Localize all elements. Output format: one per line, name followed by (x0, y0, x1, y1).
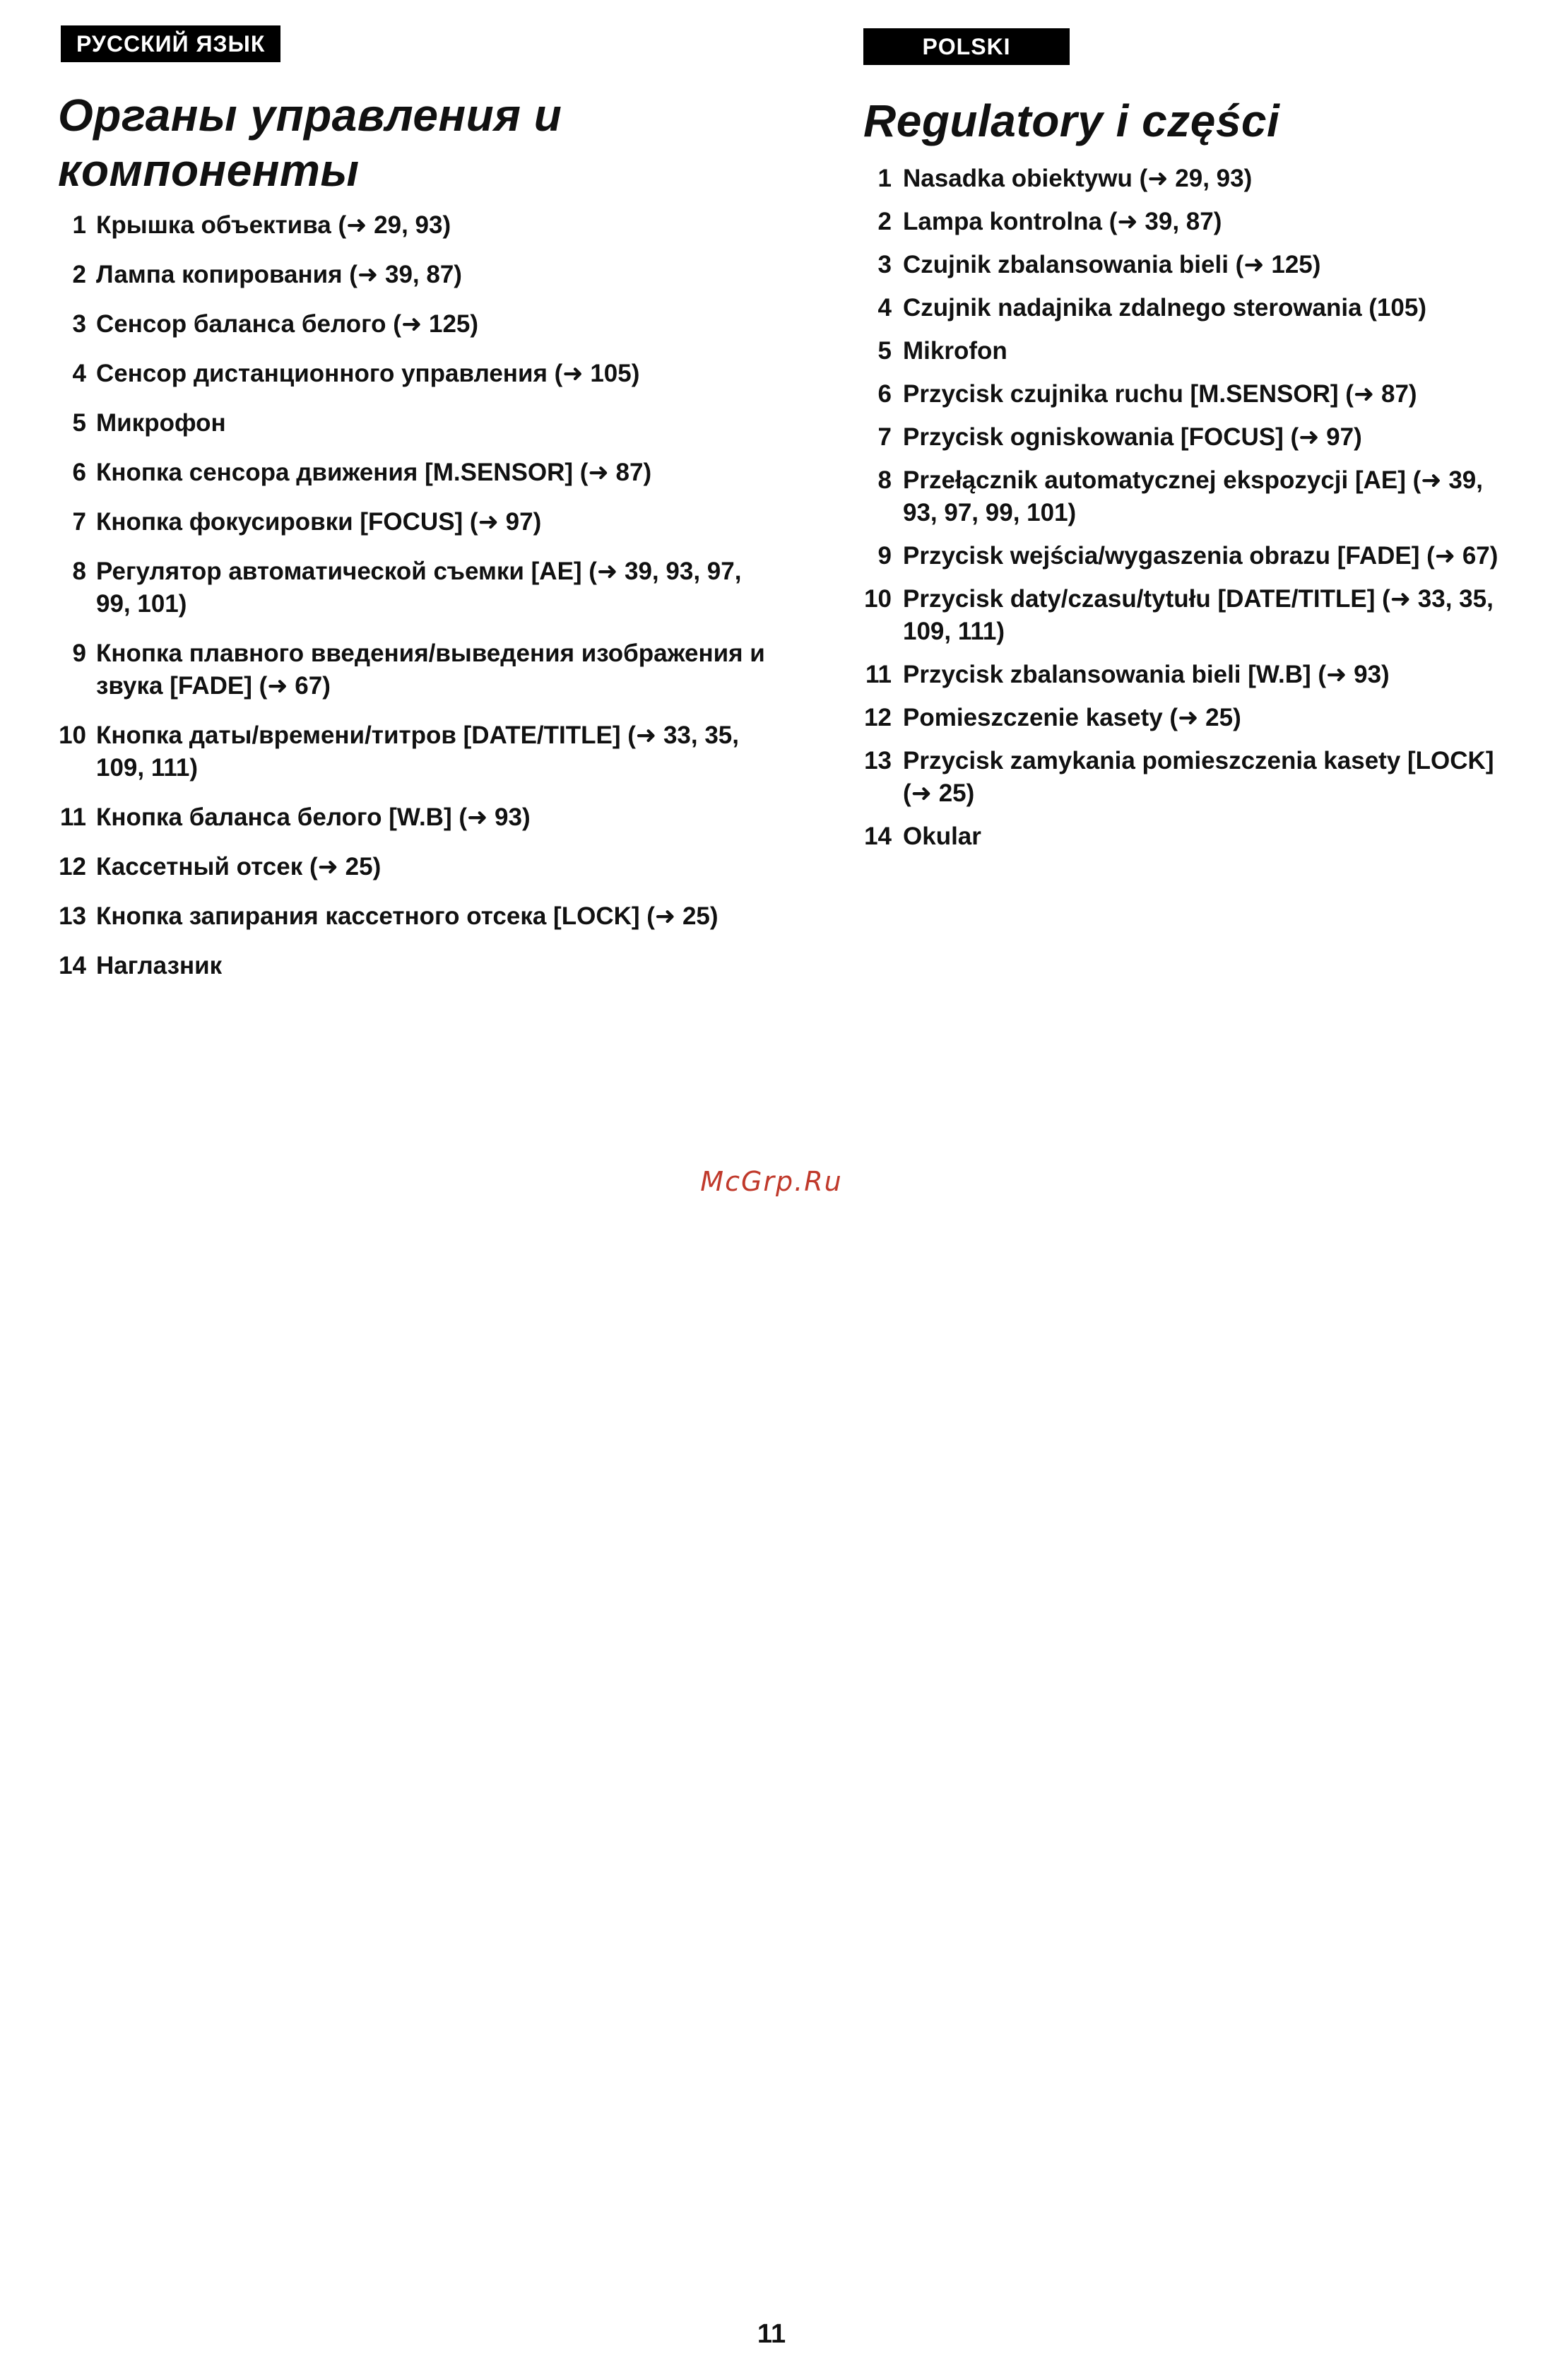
item-number: 1 (877, 165, 892, 192)
item-number: 3 (72, 310, 86, 338)
item-number: 14 (864, 823, 892, 850)
item-text: Przycisk zamykania pomieszczenia kasety [LOCK] (➜ 25) (903, 747, 1494, 807)
item-text: Кнопка даты/времени/титров [DATE/TITLE] (➜ 33, 35, 109, 111) (96, 721, 739, 782)
item-text: Nasadka obiektywu (➜ 29, 93) (903, 165, 1253, 192)
item-text: Регулятор автоматической съемки [AE] (➜ 39, 93, 97, 99, 101) (96, 558, 742, 618)
item-number: 8 (877, 466, 892, 494)
item-text: Микрофон (96, 409, 226, 437)
list-item (51, 637, 774, 702)
list-item (51, 851, 774, 883)
list-item (856, 702, 1511, 734)
list-item (856, 464, 1511, 529)
item-number: 5 (72, 409, 86, 437)
item-number: 2 (72, 261, 86, 288)
list-item (856, 292, 1511, 324)
item-number: 11 (60, 803, 86, 831)
list-item (51, 407, 774, 440)
item-number: 13 (59, 902, 86, 930)
item-text: Кнопка фокусировки [FOCUS] (➜ 97) (96, 508, 542, 536)
section-title-russian: Органы управления и компоненты (58, 90, 562, 196)
list-item (51, 555, 774, 620)
item-text: Кнопка запирания кассетного отсека [LOCK] (➜ 25) (96, 902, 719, 930)
item-number: 1 (72, 211, 86, 239)
list-item (856, 335, 1511, 367)
list-item (856, 659, 1511, 691)
item-text: Przycisk daty/czasu/tytułu [DATE/TITLE] (➜ 33, 35, 109, 111) (903, 585, 1494, 645)
item-number: 14 (59, 952, 86, 979)
item-text: Przycisk ogniskowania [FOCUS] (➜ 97) (903, 423, 1362, 451)
parts-list-polish (856, 163, 1511, 864)
list-item (51, 506, 774, 538)
list-item (856, 421, 1511, 454)
list-item (856, 583, 1511, 648)
section-title-polish: Regulatory i części (863, 95, 1280, 146)
item-text: Okular (903, 823, 981, 850)
item-text: Lampa kontrolna (➜ 39, 87) (903, 208, 1222, 235)
language-tab-russian: РУССКИЙ ЯЗЫК (61, 25, 280, 62)
item-text: Przełącznik automatycznej ekspozycji [AE] (➜ 39, 93, 97, 99, 101) (903, 466, 1483, 526)
item-number: 3 (877, 251, 892, 278)
item-text: Кнопка плавного введения/выведения изображения и звука [FADE] (➜ 67) (96, 640, 765, 700)
item-text: Наглазник (96, 952, 223, 979)
item-text: Mikrofon (903, 337, 1007, 365)
item-text: Przycisk wejścia/wygaszenia obrazu [FADE] (➜ 67) (903, 542, 1498, 570)
parts-list-russian (51, 209, 774, 999)
item-text: Czujnik nadajnika zdalnego sterowania (105) (903, 294, 1427, 322)
item-number: 10 (59, 721, 86, 749)
item-text: Przycisk czujnika ruchu [M.SENSOR] (➜ 87) (903, 380, 1417, 408)
item-text: Сенсор дистанционного управления (➜ 105) (96, 360, 640, 387)
item-text: Pomieszczenie kasety (➜ 25) (903, 704, 1241, 731)
item-number: 5 (877, 337, 892, 365)
item-number: 6 (72, 459, 86, 486)
list-item (51, 209, 774, 242)
list-item (51, 801, 774, 834)
item-number: 13 (864, 747, 892, 774)
list-item (856, 206, 1511, 238)
item-number: 10 (864, 585, 892, 613)
list-item (51, 259, 774, 291)
item-number: 11 (865, 661, 892, 688)
item-number: 4 (72, 360, 86, 387)
list-item (856, 163, 1511, 195)
item-number: 6 (877, 380, 892, 408)
list-item (856, 540, 1511, 572)
item-text: Czujnik zbalansowania bieli (➜ 125) (903, 251, 1321, 278)
item-number: 2 (877, 208, 892, 235)
item-number: 12 (59, 853, 86, 880)
watermark: McGrp.Ru (700, 1166, 843, 1197)
item-number: 4 (877, 294, 892, 322)
item-number: 9 (877, 542, 892, 570)
list-item (51, 456, 774, 489)
list-item (51, 719, 774, 784)
list-item (51, 900, 774, 933)
list-item (856, 820, 1511, 853)
item-text: Кнопка сенсора движения [M.SENSOR] (➜ 87) (96, 459, 652, 486)
language-tab-polish: POLSKI (863, 28, 1070, 65)
item-number: 7 (72, 508, 86, 536)
list-item (856, 249, 1511, 281)
item-text: Кнопка баланса белого [W.B] (➜ 93) (96, 803, 531, 831)
item-text: Przycisk zbalansowania bieli [W.B] (➜ 93) (903, 661, 1390, 688)
item-number: 12 (864, 704, 892, 731)
list-item (856, 745, 1511, 810)
item-text: Крышка объектива (➜ 29, 93) (96, 211, 451, 239)
item-number: 7 (877, 423, 892, 451)
item-text: Кассетный отсек (➜ 25) (96, 853, 382, 880)
list-item (51, 308, 774, 341)
list-item (856, 378, 1511, 411)
item-number: 9 (72, 640, 86, 667)
list-item (51, 358, 774, 390)
page-number: 11 (757, 2319, 786, 2349)
item-text: Лампа копирования (➜ 39, 87) (96, 261, 462, 288)
item-number: 8 (72, 558, 86, 585)
item-text: Сенсор баланса белого (➜ 125) (96, 310, 479, 338)
list-item (51, 950, 774, 982)
